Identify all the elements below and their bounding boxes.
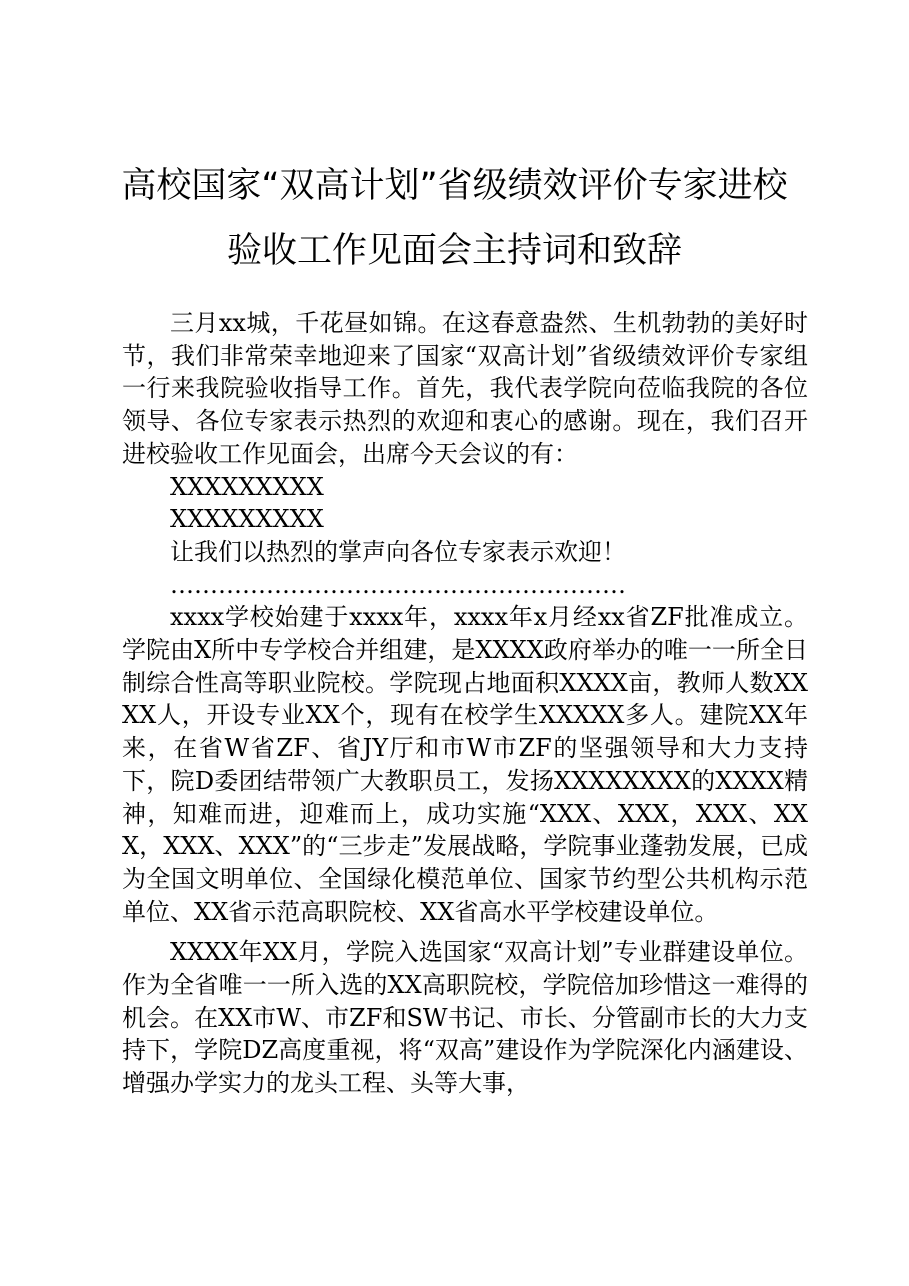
title-line-2: 验收工作见面会主持词和致辞: [226, 231, 682, 271]
double-high-paragraph: XXXX年XX月，学院入选国家“双高计划”专业群建设单位。作为全省唯一一所入选的XX高职院校，学院倍加珍惜这一难得的机会。在XX市W、市ZF和SW书记、市长、分管副市长的大力支持下，学院DZ高度重视，将“双高”建设作为学院深化内涵建设、增强办学实力的龙头工程、头等大事，: [122, 938, 808, 1098]
paragraph-gap: [122, 928, 808, 936]
title-line-1: 高校国家“双高计划”省级绩效评价专家进校: [121, 166, 788, 206]
school-intro-paragraph: xxxx学校始建于xxxx年，xxxx年x月经xx省ZF批准成立。学院由X所中专学校合并组建，是XXXX政府举办的唯一一所全日制综合性高等职业院校。学院现占地面积XXXX亩，教师人数XXXX人，开设专业XX个，现有在校学生XXXXX多人。建院XX年来，在省W省ZF、省JY厅和市W市ZF的坚强领导和大力支持下，院D委团结带领广大教职员工，发扬XXXXXXXX的XXXX精神，知难而进，迎难而上，成功实施“XXX、XXX，XXX、XXX，XXX、XXX”的“三步走”发展战略，学院事业蓬勃发展，已成为全国文明单位、全国绿化模范单位、国家节约型公共机构示范单位、XX省示范高职院校、XX省高水平学校建设单位。: [122, 603, 808, 926]
ellipsis-line: …………………………………………………: [170, 570, 626, 599]
opening-paragraph: 三月xx城，千花昼如锦。在这春意盎然、生机勃勃的美好时节，我们非常荣幸地迎来了国家“双高计划”省级绩效评价专家组一行来我院验收指导工作。首先，我代表学院向莅临我院的各位领导、各位专家表示热烈的欢迎和衷心的感谢。现在，我们召开进校验收工作见面会，出席今天会议的有：: [122, 309, 808, 468]
attendee-line-2: XXXXXXXXX: [170, 505, 324, 534]
document-body: [122, 307, 808, 1100]
attendee-line-1: XXXXXXXXX: [170, 472, 324, 501]
applause-line: 让我们以热烈的掌声向各位专家表示欢迎！: [170, 537, 626, 566]
